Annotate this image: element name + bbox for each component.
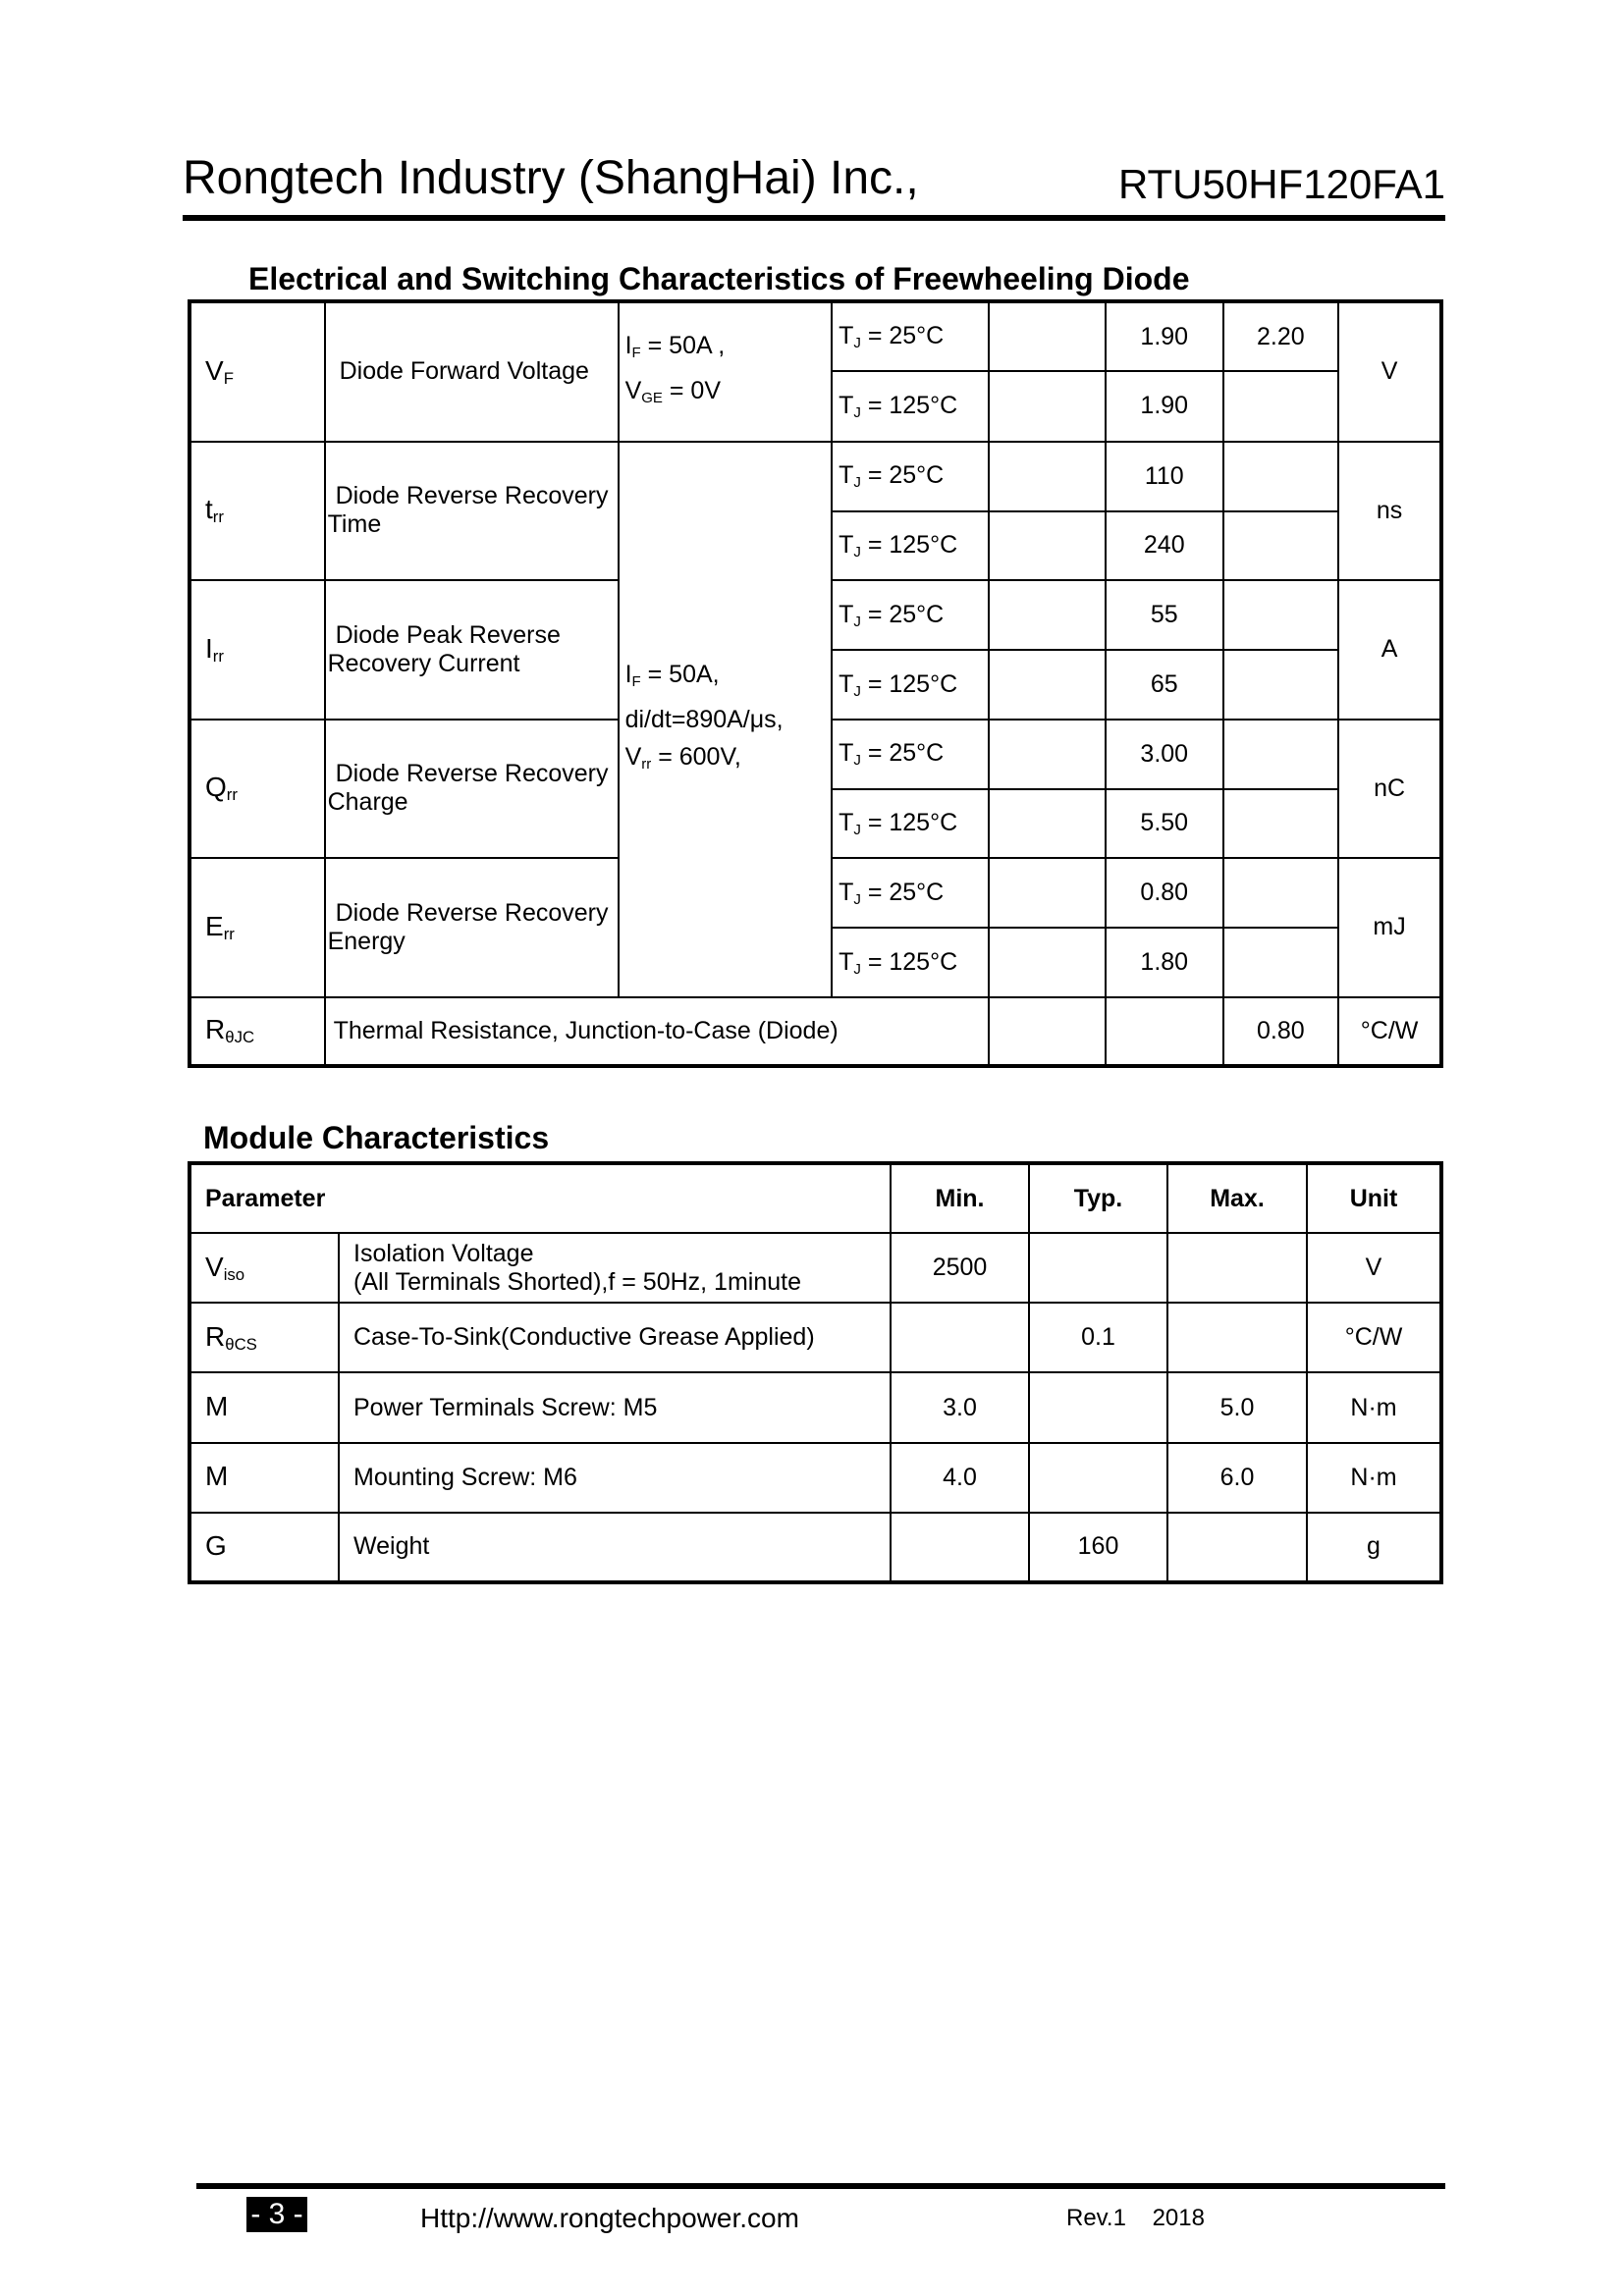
min-cell xyxy=(989,650,1106,719)
typ-cell: 55 xyxy=(1106,580,1223,650)
max-cell xyxy=(1223,442,1339,511)
module-table-title: Module Characteristics xyxy=(203,1120,550,1155)
parameter-cell: Weight xyxy=(339,1513,891,1582)
max-cell xyxy=(1223,371,1339,441)
min-cell xyxy=(989,301,1106,371)
min-cell xyxy=(989,720,1106,789)
min-cell: 3.0 xyxy=(891,1372,1029,1442)
max-cell xyxy=(1223,720,1339,789)
typ-cell: 0.1 xyxy=(1029,1303,1167,1372)
symbol-cell: $R_{\theta CS}$ xyxy=(189,1303,339,1372)
max-cell xyxy=(1223,858,1339,928)
unit-cell: A xyxy=(1338,580,1441,720)
typ-cell: 3.00 xyxy=(1106,720,1223,789)
parameter-cell: Thermal Resistance, Junction-to-Case (Diode) xyxy=(325,997,989,1066)
symbol-cell: $I_{rr}$ xyxy=(189,580,325,720)
diode-characteristics-table xyxy=(188,299,1443,1068)
symbol-cell: $E_{rr}$ xyxy=(189,858,325,997)
parameter-cell: Diode Reverse Recovery Time xyxy=(325,442,619,581)
min-cell xyxy=(989,789,1106,858)
typ-cell: 240 xyxy=(1106,511,1223,580)
table-row xyxy=(189,1513,1441,1582)
max-cell: 5.0 xyxy=(1167,1372,1307,1442)
company-name: Rongtech Industry (ShangHai) Inc., xyxy=(183,152,919,204)
tj-cell: $T_J = 125^\circ C$ xyxy=(832,650,989,719)
max-cell: 0.80 xyxy=(1223,997,1339,1066)
unit-cell: ns xyxy=(1338,442,1441,581)
symbol-cell: G xyxy=(189,1513,339,1582)
header-unit: Unit xyxy=(1307,1163,1441,1233)
diode-table-title: Electrical and Switching Characteristics of Freewheeling Diode xyxy=(248,261,1190,296)
unit-cell: N·m xyxy=(1307,1372,1441,1442)
max-cell xyxy=(1223,511,1339,580)
unit-cell: V xyxy=(1338,301,1441,442)
tj-cell: $T_J = 125^\circ C$ xyxy=(832,928,989,996)
parameter-cell: Isolation Voltage (All Terminals Shorted),f = 50Hz, 1minute xyxy=(339,1233,891,1303)
max-cell xyxy=(1223,650,1339,719)
typ-cell xyxy=(1029,1233,1167,1303)
header-typ: Typ. xyxy=(1029,1163,1167,1233)
typ-cell: 1.80 xyxy=(1106,928,1223,996)
tj-cell: $T_J = 125^\circ C$ xyxy=(832,511,989,580)
tj-cell: $T_J = 25^\circ C$ xyxy=(832,580,989,650)
typ-cell xyxy=(1029,1372,1167,1442)
symbol-cell: M xyxy=(189,1443,339,1513)
shared-condition-cell: $I_F = 50A$, di/dt=890A/μs, $V_{rr} = 600V$, xyxy=(619,442,833,997)
symbol-cell: $t_{rr}$ xyxy=(189,442,325,581)
min-cell xyxy=(989,371,1106,441)
header-min: Min. xyxy=(891,1163,1029,1233)
header-parameter: Parameter xyxy=(189,1163,891,1233)
tj-cell: $T_J = 25^\circ C$ xyxy=(832,720,989,789)
min-cell xyxy=(989,511,1106,580)
part-number: RTU50HF120FA1 xyxy=(1117,161,1445,207)
min-cell xyxy=(989,580,1106,650)
symbol-cell: $R_{\theta JC}$ xyxy=(189,997,325,1066)
symbol-cell: $V_{iso}$ xyxy=(189,1233,339,1303)
table-row xyxy=(189,1233,1441,1303)
header-rule xyxy=(183,215,1445,221)
min-cell xyxy=(989,858,1106,928)
parameter-cell: Power Terminals Screw: M5 xyxy=(339,1372,891,1442)
min-cell xyxy=(989,928,1106,996)
table-row xyxy=(189,997,1441,1066)
unit-cell: °C/W xyxy=(1338,997,1441,1066)
footer-revision: Rev.1 2018 xyxy=(1066,2205,1205,2231)
parameter-cell: Diode Reverse Recovery Energy xyxy=(325,858,619,997)
typ-cell: 160 xyxy=(1029,1513,1167,1582)
max-cell xyxy=(1223,789,1339,858)
footer-url: Http://www.rongtechpower.com xyxy=(420,2203,799,2233)
unit-cell: nC xyxy=(1338,720,1441,859)
max-cell xyxy=(1167,1233,1307,1303)
unit-cell: mJ xyxy=(1338,858,1441,997)
unit-cell: °C/W xyxy=(1307,1303,1441,1372)
footer-rule xyxy=(196,2183,1445,2189)
max-cell xyxy=(1223,580,1339,650)
typ-cell: 1.90 xyxy=(1106,301,1223,371)
unit-cell: V xyxy=(1307,1233,1441,1303)
condition-cell: $I_F = 50A$ , $V_{GE} = 0V$ xyxy=(619,301,833,442)
table-row xyxy=(189,442,1441,511)
min-cell xyxy=(989,997,1106,1066)
table-row xyxy=(189,301,1441,371)
min-cell: 2500 xyxy=(891,1233,1029,1303)
unit-cell: g xyxy=(1307,1513,1441,1582)
max-cell: 6.0 xyxy=(1167,1443,1307,1513)
parameter-cell: Diode Reverse Recovery Charge xyxy=(325,720,619,859)
max-cell xyxy=(1167,1303,1307,1372)
tj-cell: $T_J = 125^\circ C$ xyxy=(832,789,989,858)
parameter-cell: Diode Forward Voltage xyxy=(325,301,619,442)
symbol-cell: M xyxy=(189,1372,339,1442)
parameter-cell: Mounting Screw: M6 xyxy=(339,1443,891,1513)
tj-cell: $T_J = 25^\circ C$ xyxy=(832,301,989,371)
parameter-cell: Case-To-Sink(Conductive Grease Applied) xyxy=(339,1303,891,1372)
symbol-cell: $Q_{rr}$ xyxy=(189,720,325,859)
parameter-cell: Diode Peak Reverse Recovery Current xyxy=(325,580,619,720)
table-row xyxy=(189,1372,1441,1442)
tj-cell: $T_J = 125^\circ C$ xyxy=(832,371,989,441)
typ-cell xyxy=(1029,1443,1167,1513)
module-characteristics-table xyxy=(188,1161,1443,1584)
table-row xyxy=(189,1303,1441,1372)
table-header-row xyxy=(189,1163,1441,1233)
max-cell: 2.20 xyxy=(1223,301,1339,371)
min-cell xyxy=(891,1303,1029,1372)
typ-cell xyxy=(1106,997,1223,1066)
tj-cell: $T_J = 25^\circ C$ xyxy=(832,442,989,511)
table-row xyxy=(189,1443,1441,1513)
min-cell: 4.0 xyxy=(891,1443,1029,1513)
typ-cell: 110 xyxy=(1106,442,1223,511)
header-max: Max. xyxy=(1167,1163,1307,1233)
typ-cell: 0.80 xyxy=(1106,858,1223,928)
page-number: - 3 - xyxy=(246,2197,307,2232)
min-cell xyxy=(989,442,1106,511)
tj-cell: $T_J = 25^\circ C$ xyxy=(832,858,989,928)
max-cell xyxy=(1167,1513,1307,1582)
min-cell xyxy=(891,1513,1029,1582)
symbol-cell: $V_F$ xyxy=(189,301,325,442)
typ-cell: 1.90 xyxy=(1106,371,1223,441)
typ-cell: 65 xyxy=(1106,650,1223,719)
unit-cell: N·m xyxy=(1307,1443,1441,1513)
max-cell xyxy=(1223,928,1339,996)
typ-cell: 5.50 xyxy=(1106,789,1223,858)
